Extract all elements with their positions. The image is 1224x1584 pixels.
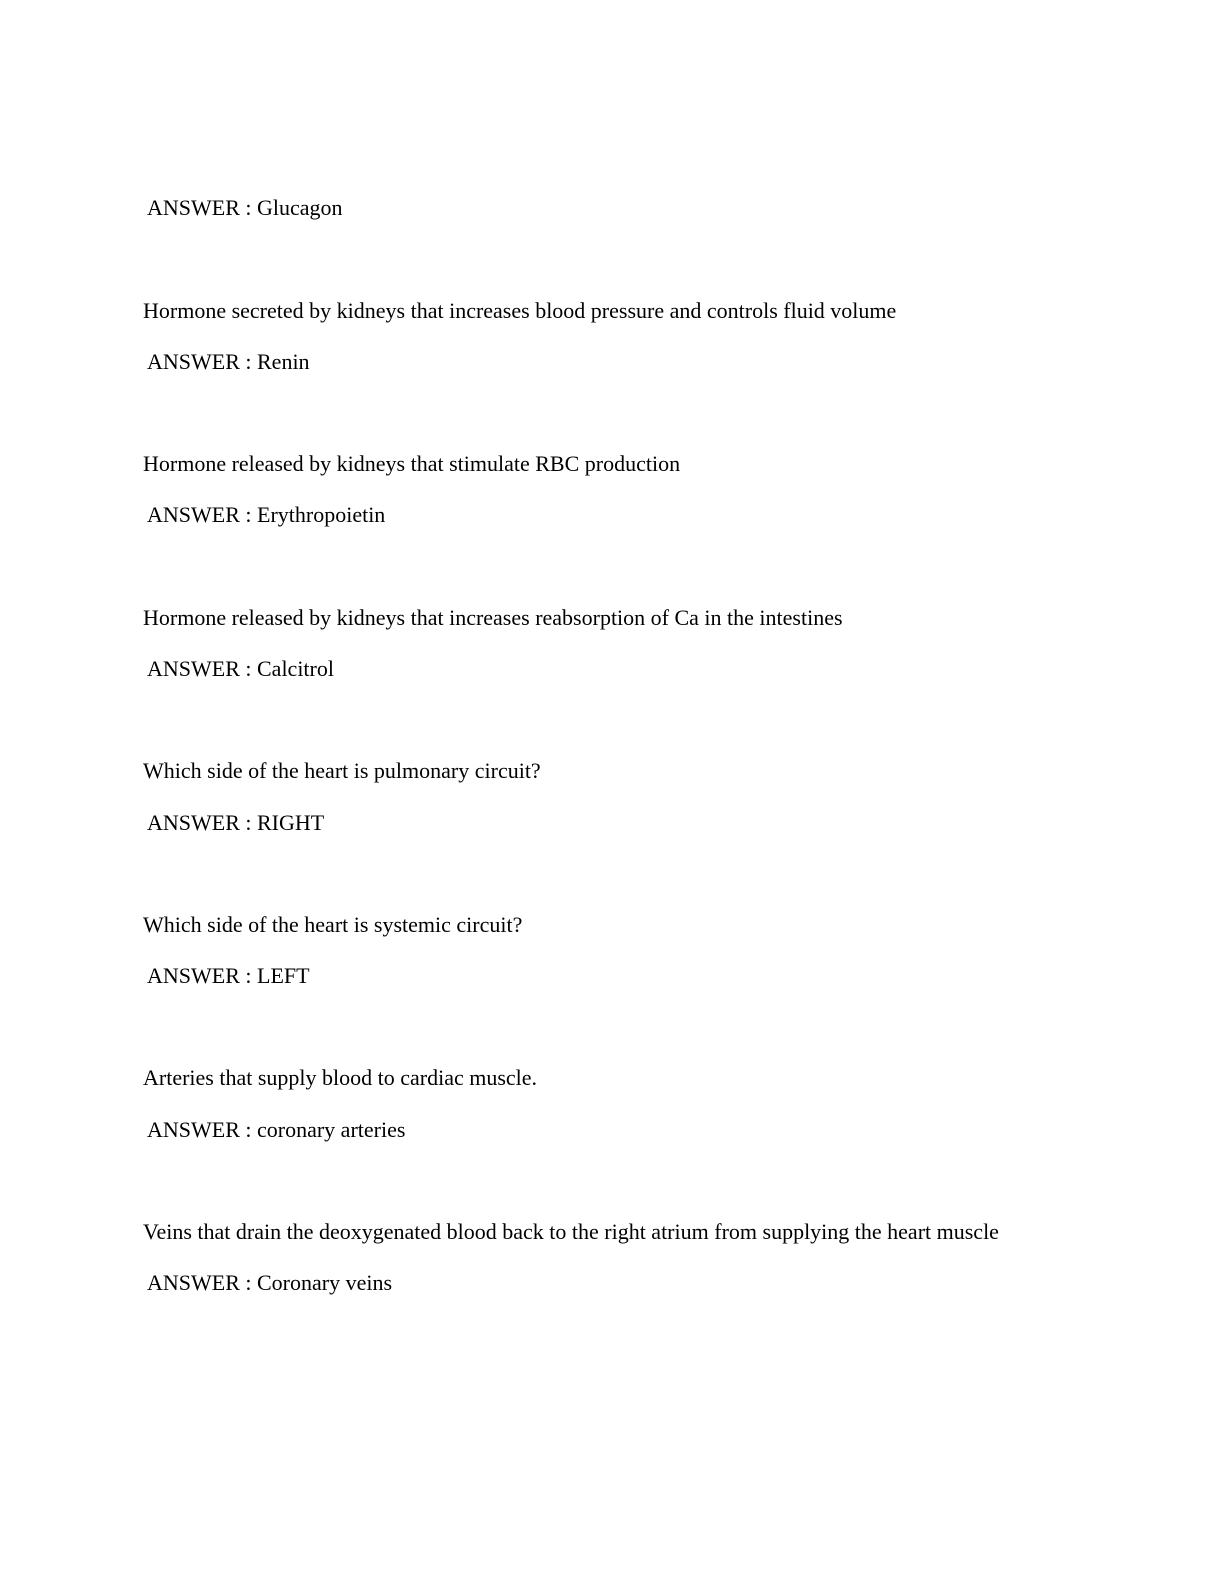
- answer-line: [147, 1269, 392, 1297]
- answer-prefix: ANSWER :: [147, 810, 252, 835]
- question-text: Hormone released by kidneys that increases reabsorption of Ca in the intestines: [143, 605, 843, 630]
- answer-line: [147, 655, 334, 683]
- question-text: Hormone secreted by kidneys that increases blood pressure and controls fluid volume: [143, 298, 897, 323]
- answer-text: Calcitrol: [257, 656, 334, 681]
- answer-text: coronary arteries: [257, 1117, 406, 1142]
- answer-prefix: ANSWER :: [147, 349, 252, 374]
- answer-line: [147, 194, 343, 222]
- answer-prefix: ANSWER :: [147, 502, 252, 527]
- answer-prefix: ANSWER :: [147, 1270, 252, 1295]
- answer-prefix: ANSWER :: [147, 656, 252, 681]
- answer-text: LEFT: [257, 963, 310, 988]
- question-text: Which side of the heart is systemic circuit?: [143, 912, 523, 937]
- question-text: Arteries that supply blood to cardiac muscle.: [143, 1065, 538, 1090]
- question-text: Veins that drain the deoxygenated blood back to the right atrium from supplying the heart muscle: [143, 1219, 999, 1244]
- answer-text: Glucagon: [257, 195, 343, 220]
- answer-text: Erythropoietin: [257, 502, 386, 527]
- answer-line: [147, 501, 385, 529]
- answer-text: Renin: [257, 349, 310, 374]
- answer-line: [147, 962, 310, 990]
- answer-line: [147, 348, 310, 376]
- question-text: Hormone released by kidneys that stimulate RBC production: [143, 451, 681, 476]
- answer-line: [147, 809, 324, 837]
- answer-line: [147, 1116, 405, 1144]
- answer-prefix: ANSWER :: [147, 963, 252, 988]
- answer-text: RIGHT: [257, 810, 325, 835]
- answer-prefix: ANSWER :: [147, 195, 252, 220]
- answer-text: Coronary veins: [257, 1270, 393, 1295]
- answer-prefix: ANSWER :: [147, 1117, 252, 1142]
- question-text: Which side of the heart is pulmonary circuit?: [143, 758, 541, 783]
